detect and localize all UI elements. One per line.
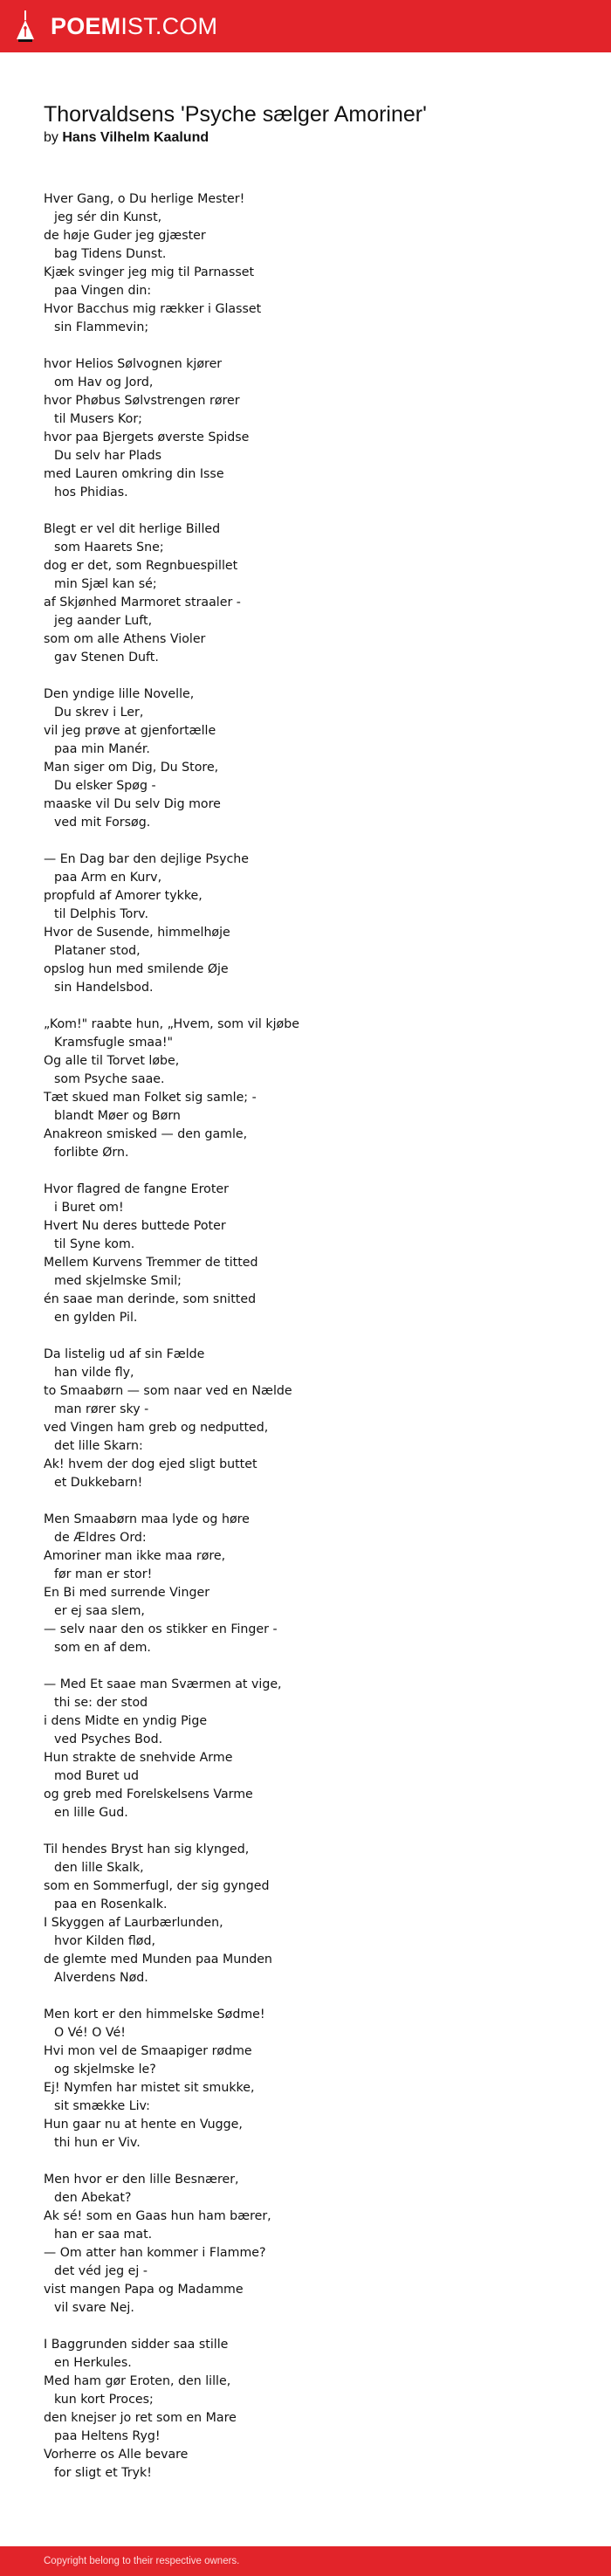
- poem-line: blandt Møer og Børn: [54, 1109, 181, 1123]
- poem-line: i Buret om!: [54, 1201, 124, 1215]
- poem-line: Ak! hvem der dog ejed sligt buttet: [44, 1457, 257, 1471]
- stanza: [44, 1511, 585, 1657]
- poem-line: paa Vingen din:: [54, 284, 152, 298]
- poem-line: som en af dem.: [54, 1641, 151, 1655]
- poem-line: én saae man derinde, som snitted: [44, 1292, 257, 1306]
- poem-line: Du selv har Plads: [54, 449, 162, 463]
- poem-line: Og alle til Torvet løbe,: [44, 1054, 180, 1068]
- poem-line: den Abekat?: [54, 2191, 132, 2205]
- stanza: [44, 190, 585, 337]
- author-link[interactable]: Hans Vilhelm Kaalund: [62, 130, 209, 145]
- poem-line: Ak sé! som en Gaas hun ham bærer,: [44, 2209, 271, 2223]
- poem-line: som Haarets Sne;: [54, 541, 164, 554]
- poem-line: Hun gaar nu at hente en Vugge,: [44, 2118, 243, 2132]
- poem-line: han er saa mat.: [54, 2228, 153, 2242]
- poem-line: for sligt et Tryk!: [54, 2466, 152, 2480]
- stanza: [44, 1841, 585, 1987]
- poem-line: kun kort Proces;: [54, 2393, 154, 2407]
- site-logo-link[interactable]: [51, 13, 217, 39]
- poem-line: af Skjønhed Marmoret straaler -: [44, 596, 241, 610]
- stanza: [44, 1181, 585, 1327]
- poem-line: som en Sommerfugl, der sig gynged: [44, 1879, 270, 1893]
- poem-line: i dens Midte en yndig Pige: [44, 1714, 208, 1728]
- poem-line: til Delphis Torv.: [54, 907, 148, 921]
- poem-title: Thorvaldsens 'Psyche sælger Amoriner': [44, 102, 427, 127]
- stanza: [44, 2171, 585, 2318]
- poem-line: Hvert Nu deres buttede Poter: [44, 1219, 226, 1233]
- poem-line: opslog hun med smilende Øje: [44, 962, 229, 976]
- poem-line: og greb med Forelskelsens Varme: [44, 1787, 253, 1801]
- poem-line: sin Handelsbod.: [54, 981, 154, 995]
- poem-line: paa Arm en Kurv,: [54, 871, 162, 885]
- stanza: [44, 520, 585, 667]
- poem-line: Kramsfugle smaa!": [54, 1036, 174, 1050]
- poem-line: hvor Kilden flød,: [54, 1934, 155, 1948]
- poem-line: paa en Rosenkalk.: [54, 1898, 168, 1911]
- poem-line: til Musers Kor;: [54, 412, 142, 426]
- poem-line: sit smække Liv:: [54, 2099, 150, 2113]
- logo-light-text: IST.COM: [120, 13, 218, 39]
- poem-line: O Vé! O Vé!: [54, 2026, 126, 2040]
- poem-line: — Om atter han kommer i Flamme?: [44, 2246, 266, 2260]
- byline: [44, 129, 585, 147]
- poem-line: I Skyggen af Laurbærlunden,: [44, 1916, 223, 1930]
- poem-line: Hvi mon vel de Smaapiger rødme: [44, 2044, 252, 2058]
- poem-line: to Smaabørn — som naar ved en Nælde: [44, 1384, 292, 1398]
- poem-line: Til hendes Bryst han sig klynged,: [44, 1842, 250, 1856]
- poem-line: ved Psyches Bod.: [54, 1732, 163, 1746]
- poem-line: gav Stenen Duft.: [54, 651, 159, 665]
- poem-line: de Ældres Ord:: [54, 1531, 147, 1545]
- poem-line: Hvor de Susende, himmelhøje: [44, 926, 230, 940]
- poem-line: som om alle Athens Violer: [44, 632, 206, 646]
- poem-line: Mellem Kurvens Tremmer de titted: [44, 1256, 258, 1270]
- poem-header: [44, 101, 585, 147]
- poem-line: et Dukkebarn!: [54, 1476, 143, 1490]
- poem-line: en Herkules.: [54, 2356, 132, 2370]
- poem-line: Med ham gør Eroten, den lille,: [44, 2374, 231, 2388]
- stanza: [44, 1016, 585, 1162]
- poem-line: dog er det, som Regnbuespillet: [44, 559, 238, 573]
- poem-line: de glemte med Munden paa Munden: [44, 1953, 272, 1966]
- poem-line: Amoriner man ikke maa røre,: [44, 1549, 226, 1563]
- poem-line: Ej! Nymfen har mistet sit smukke,: [44, 2081, 255, 2095]
- top-bar: [0, 0, 611, 52]
- poem-line: som Psyche saae.: [54, 1072, 165, 1086]
- poem-line: vil jeg prøve at gjenfortælle: [44, 724, 216, 738]
- stanza: [44, 1346, 585, 1492]
- poem-line: vil svare Nej.: [54, 2301, 134, 2315]
- stanza: [44, 685, 585, 832]
- poem-line: jeg sér din Kunst,: [54, 210, 162, 224]
- footer-bar: [0, 2546, 611, 2576]
- poem-line: maaske vil Du selv Dig more: [44, 797, 221, 811]
- poem-line: En Bi med surrende Vinger: [44, 1586, 210, 1600]
- poem-line: Hvor Bacchus mig rækker i Glasset: [44, 302, 262, 316]
- poem-line: før man er stor!: [54, 1567, 153, 1581]
- poem-line: paa Heltens Ryg!: [54, 2429, 161, 2443]
- poem-line: — Med Et saae man Sværmen at vige,: [44, 1677, 282, 1691]
- poem-line: Hun strakte de snehvide Arme: [44, 1751, 233, 1765]
- poem-line: Du elsker Spøg -: [54, 779, 156, 793]
- poem-line: med skjelmske Smil;: [54, 1274, 182, 1288]
- poem-line: Men hvor er den lille Besnærer,: [44, 2173, 239, 2187]
- by-prefix: by: [44, 130, 58, 145]
- logo-bold-text: POEM: [51, 13, 121, 39]
- poem-line: forlibte Ørn.: [54, 1146, 129, 1160]
- poem-line: Vorherre os Alle bevare: [44, 2448, 189, 2462]
- poem-line: Anakreon smisked — den gamle,: [44, 1127, 248, 1141]
- stanza: [44, 2336, 585, 2483]
- poem-line: om Hav og Jord,: [54, 375, 154, 389]
- poem-line: er ej saa slem,: [54, 1604, 145, 1618]
- poem-line: en gylden Pil.: [54, 1311, 138, 1325]
- poem-line: hvor paa Bjergets øverste Spidse: [44, 430, 250, 444]
- poem-line: Kjæk svinger jeg mig til Parnasset: [44, 265, 255, 279]
- poem-line: jeg aander Luft,: [54, 614, 153, 628]
- poem-line: en lille Gud.: [54, 1806, 128, 1820]
- poem-line: ved Vingen ham greb og nedputted,: [44, 1421, 269, 1435]
- poem-line: hvor Helios Sølvognen kjører: [44, 357, 223, 371]
- poem-line: man rører sky -: [54, 1402, 149, 1416]
- poem-line: paa min Manér.: [54, 742, 150, 756]
- poem-line: han vilde fly,: [54, 1366, 134, 1380]
- stanza: [44, 1676, 585, 1822]
- poem-line: Blegt er vel dit herlige Billed: [44, 522, 221, 536]
- poem-line: Du skrev i Ler,: [54, 706, 144, 720]
- poem-line: Tæt skued man Folket sig samle; -: [44, 1091, 257, 1105]
- poem-line: Men kort er den himmelske Sødme!: [44, 2008, 265, 2022]
- poem-line: med Lauren omkring din Isse: [44, 467, 224, 481]
- poem-line: bag Tidens Dunst.: [54, 247, 167, 261]
- poem-line: Hver Gang, o Du herlige Mester!: [44, 192, 245, 206]
- poem-line: Plataner stod,: [54, 944, 141, 958]
- poem-line: thi se: der stod: [54, 1696, 148, 1710]
- poem-line: min Sjæl kan sé;: [54, 577, 157, 591]
- poem-line: mod Buret ud: [54, 1769, 140, 1783]
- poem-line: Men Smaabørn maa lyde og høre: [44, 1512, 250, 1526]
- poem-line: hvor Phøbus Sølvstrengen rører: [44, 394, 240, 408]
- poem-line: propfuld af Amorer tykke,: [44, 889, 203, 903]
- poem-line: I Baggrunden sidder saa stille: [44, 2338, 229, 2352]
- poem-line: de høje Guder jeg gjæster: [44, 229, 206, 243]
- poem-line: vist mangen Papa og Madamme: [44, 2283, 244, 2297]
- poem-line: „Kom!" raabte hun, „Hvem, som vil kjøbe: [44, 1017, 299, 1031]
- poem-line: det véd jeg ej -: [54, 2264, 148, 2278]
- poem-line: Hvor flagred de fangne Eroter: [44, 1182, 229, 1196]
- poem-line: den lille Skalk,: [54, 1861, 144, 1875]
- poem-line: Den yndige lille Novelle,: [44, 687, 195, 701]
- poem-line: og skjelmske le?: [54, 2063, 156, 2077]
- stanza: [44, 2006, 585, 2152]
- poem-line: hos Phidias.: [54, 486, 128, 499]
- poem-line: — selv naar den os stikker en Finger -: [44, 1622, 278, 1636]
- poem-line: det lille Skarn:: [54, 1439, 143, 1453]
- copyright-notice: Copyright belong to their respective owners.: [44, 2556, 240, 2566]
- poem-line: Alverdens Nød.: [54, 1971, 148, 1985]
- poem-line: sin Flammevin;: [54, 320, 149, 334]
- poem-line: ved mit Forsøg.: [54, 816, 151, 830]
- pen-nib-logo-icon[interactable]: [16, 9, 35, 44]
- poem-body: [44, 190, 585, 2501]
- poem-line: Man siger om Dig, Du Store,: [44, 761, 219, 775]
- poem-line: Da listelig ud af sin Fælde: [44, 1347, 205, 1361]
- poem-line: thi hun er Viv.: [54, 2136, 141, 2150]
- poem-line: — En Dag bar den dejlige Psyche: [44, 852, 249, 866]
- stanza: [44, 355, 585, 502]
- poem-line: den knejser jo ret som en Mare: [44, 2411, 237, 2425]
- stanza: [44, 851, 585, 997]
- poem-line: til Syne kom.: [54, 1237, 135, 1251]
